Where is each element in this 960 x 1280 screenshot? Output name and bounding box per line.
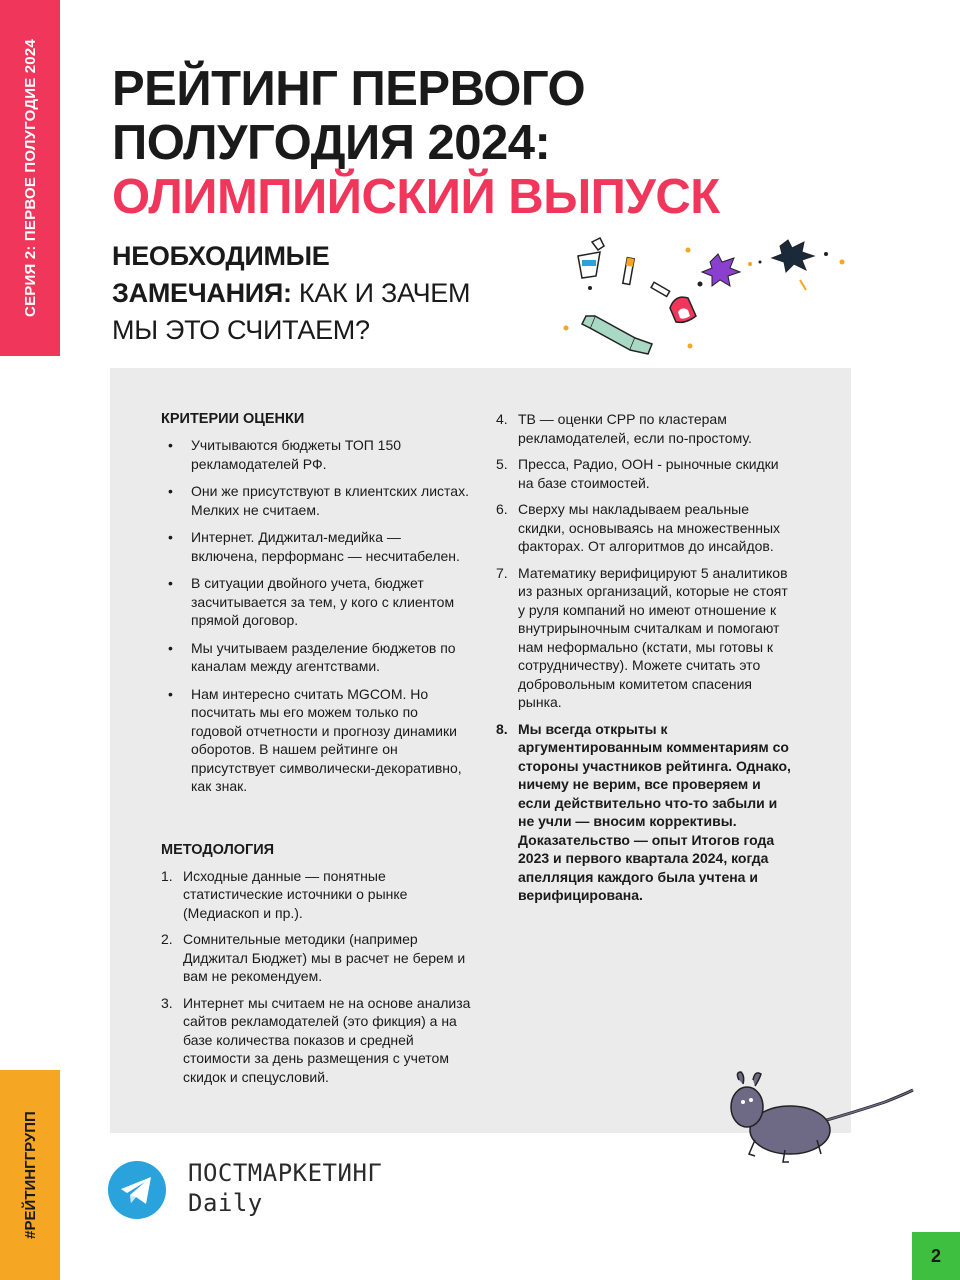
bullet-marker: •: [168, 483, 173, 499]
list-item: 8. Мы всегда открыты к аргументированным комментариям со стороны участников рейтинга. Однако, ничему не верим, все проверяем и если действительно что-то забыли и не учли — вносим коррективы. Доказательство — опыт Итогов года 2023 и первого квартала 2024, когда апелляция каждого была учтена и верифицирована.: [496, 720, 791, 903]
bullet-marker: •: [168, 437, 173, 453]
series-label: СЕРИЯ 2: ПЕРВОЕ ПОЛУГОДИЕ 2024: [21, 39, 39, 317]
methodology-list-part-2: [496, 410, 796, 905]
list-item: 6. Сверху мы накладываем реальные скидки, основываясь на множественных факторах. От алгоритмов до инсайдов.: [496, 501, 781, 554]
list-item: • Они же присутствуют в клиентских листах. Мелких не считаем.: [168, 483, 469, 518]
title-line-2: ПОЛУГОДИЯ 2024:: [112, 116, 551, 170]
cigarette-butt-icon: [651, 282, 670, 296]
left-column: [161, 410, 471, 1094]
list-item: 3. Интернет мы считаем не на основе анализа сайтов рекламодателей (это фикция) а на базе количества показов и средней стоимости за день размещения с учетом скидок и спецусловий.: [161, 994, 471, 1085]
title-line-1: РЕЙТИНГ ПЕРВОГО: [112, 62, 586, 116]
title-line-3: ОЛИМПИЙСКИЙ ВЫПУСК: [112, 170, 720, 224]
bullet-marker: •: [168, 529, 173, 545]
sidebar-hashtag-strip: [0, 1070, 60, 1280]
subtitle-line-2: [112, 275, 532, 312]
list-item: 7. Математику верифицируют 5 аналитиков из разных организаций, которые не стоят у руля компаний но имеют отношение к внутрирыночным считалкам и помогают нам неформально (кстати, мы готовы к сотрудничеству). Можете считать это добровольным комитетом спасения рынка.: [496, 564, 788, 710]
cup-icon: [578, 238, 604, 278]
page-subtitle: [112, 238, 532, 349]
methodology-heading: МЕТОДОЛОГИЯ: [161, 841, 275, 858]
bullet-marker: •: [168, 685, 173, 702]
criteria-heading: КРИТЕРИИ ОЦЕНКИ: [161, 411, 305, 427]
bottle-icon: [582, 316, 652, 354]
list-item: • Интернет. Диджитал-медийка — включена, перформанс — несчитабелен.: [168, 529, 460, 564]
brand-line-2: Daily: [188, 1189, 263, 1217]
subtitle-line-3: МЫ ЭТО СЧИТАЕМ?: [112, 315, 370, 345]
brand-line-1: ПОСТМАРКЕТИНГ: [188, 1159, 383, 1187]
hashtag-label: #РЕЙТИНГГРУПП: [21, 1111, 39, 1239]
list-item: • Учитываются бюджеты ТОП 150 рекламодателей РФ.: [168, 437, 402, 472]
purple-splat-icon: [702, 254, 740, 286]
list-item: 4. ТВ — оценки CPP по кластерам рекламодателей, если по-простому.: [496, 411, 752, 446]
subtitle-line-1: НЕОБХОДИМЫЕ: [112, 241, 330, 271]
criteria-list: [161, 436, 471, 796]
page-number-badge: 2: [912, 1232, 960, 1280]
sidebar-series-strip: [0, 0, 60, 356]
list-item: • Нам интересно считать MGCOM. Но посчитать мы его можем только по годовой отчетности и прогнозу динамики оборотов. В нашем рейтинге он присутствует символически-декоративно, как знак.: [168, 685, 462, 794]
subtitle-line-2-bold: ЗАМЕЧАНИЯ:: [112, 278, 292, 308]
brand-logo-text[interactable]: [188, 1158, 428, 1218]
list-item: 1. Исходные данные — понятные статистические источники о рынке (Медиаскоп и пр.).: [161, 867, 408, 921]
scattered-objects-illustration: [560, 228, 860, 368]
magnet-icon: [670, 297, 696, 322]
dark-splat-icon: [772, 240, 814, 272]
cigarette-icon: [623, 258, 634, 285]
methodology-list-part-1: [161, 867, 471, 1087]
list-item: 5. Пресса, Радио, ООН - рыночные скидки на базе стоимостей.: [496, 456, 779, 491]
rat-illustration: [725, 1062, 920, 1172]
page-title: [112, 62, 872, 224]
bullet-marker: •: [168, 575, 173, 591]
right-column: [496, 410, 796, 913]
telegram-icon[interactable]: [107, 1160, 167, 1220]
list-item: 2. Сомнительные методики (например Диджитал Бюджет) мы в расчет не берем и вам не рекомендуем.: [161, 931, 466, 984]
list-item: • Мы учитываем разделение бюджетов по каналам между агентствами.: [168, 639, 456, 674]
bullet-marker: •: [168, 639, 173, 656]
subtitle-line-2-rest: КАК И ЗАЧЕМ: [291, 278, 471, 308]
list-item: • В ситуации двойного учета, бюджет засчитывается за тем, у кого с клиентом прямой договор.: [168, 575, 455, 628]
